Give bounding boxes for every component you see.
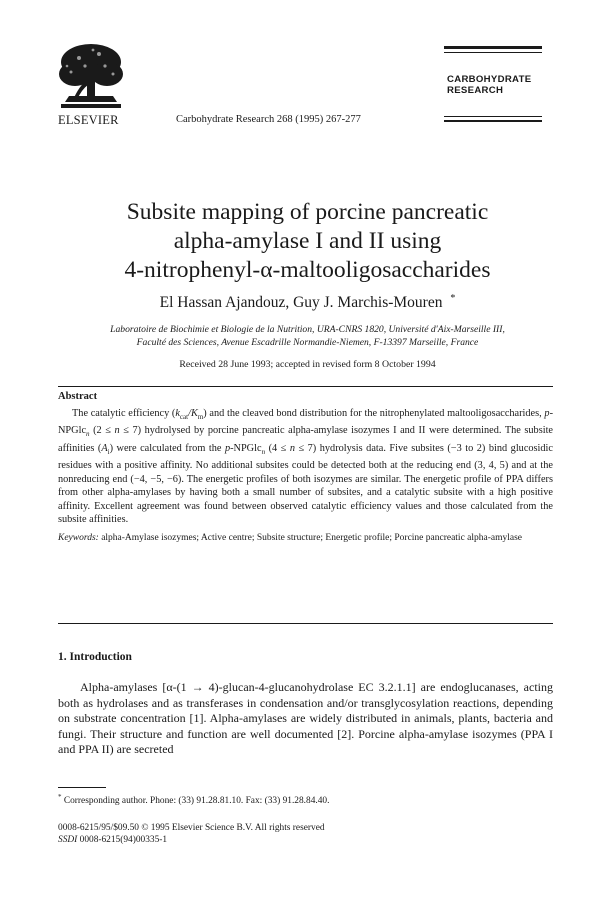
- article-title: Subsite mapping of porcine pancreatic alpha-amylase I and II using 4-nitrophenyl-α-maltooligosaccharides: [124, 199, 491, 283]
- introduction-text: Alpha-amylases [α-(1 → 4)-glucan-4-glucanohydrolase EC 3.2.1.1] are endoglucanases, acting both as hydrolases and as transferases in condensation and/or transglycosylation reactions, depending on substrate concentration [1]. Alpha-amylases are widely distributed in animals, plants, bacteria and fungi. Their structure and function are well documented [2]. Porcine alpha-amylase isozymes (PPA I and PPA II) are secreted: [58, 680, 553, 757]
- section-heading-introduction: 1. Introduction: [58, 651, 132, 663]
- ssdi-line: SSDI 0008-6215(94)00335-1: [58, 835, 168, 845]
- publisher-name: ELSEVIER: [58, 113, 119, 127]
- article-authors: El Hassan Ajandouz, Guy J. Marchis-Mouren *: [159, 293, 456, 312]
- abstract-bottom-rule: [58, 623, 553, 624]
- author-affiliation: Laboratoire de Biochimie et Biologie de la Nutrition, URA-CNRS 1820, Université d'Aix-Marseille III, Faculté des Sciences, Avenue Escadrille Normandie-Niemen, F-13397 Marseille, France: [110, 324, 505, 348]
- footnote-rule: [58, 787, 106, 788]
- journal-bottom-rule-thin: [444, 116, 542, 117]
- corresponding-author-footnote: * Corresponding author. Phone: (33) 91.28.81.10. Fax: (33) 91.28.84.40.: [58, 793, 330, 807]
- copyright-notice: 0008-6215/95/$09.50 © 1995 Elsevier Science B.V. All rights reserved SSDI 0008-6215(94)00335-1: [58, 823, 325, 845]
- journal-top-rule-thin: [444, 52, 542, 53]
- abstract-text: The catalytic efficiency $(k_{cat}/K_m)$ and the cleaved bond distribution for the nitrophenylated maltooligosaccharides, p-NPGlc$_n$ (2 ≤ n ≤ 7) hydrolysed by porcine pancreatic alpha-amylase isozymes I and II were determined. The subsite affinities $(A_i)$ were calculated from the p-NPGlc$_n$ (4 ≤ n ≤ 7) hydrolysis data. Five subsites (−3 to 2) bind glucosidic residues with a positive affinity. No additional subsites could be detected both at the reducing end (3, 4, 5) and at the nonreducing end (−4, −5, −6). The energetic profiles of both isozymes are similar. The energetic profile of PPA differs from other alpha-amylases by having both a small number of subsites, and a catalytic subsite with a high positive affinity. Excellent agreement was found between observed catalytic efficiency values and those calculated from the subsite affinities.: [58, 408, 554, 525]
- keywords: Keywords: alpha-Amylase isozymes; Active centre; Subsite structure; Energetic profile; Porcine pancreatic alpha-amylase: [58, 533, 523, 543]
- journal-bottom-rule-thick: [444, 120, 542, 122]
- received-dates: Received 28 June 1993; accepted in revised form 8 October 1994: [179, 359, 436, 370]
- keywords-label: Keywords:: [58, 533, 99, 543]
- journal-name: CARBOHYDRATE RESEARCH: [447, 74, 532, 96]
- abstract-heading: Abstract: [58, 391, 98, 402]
- journal-reference: Carbohydrate Research 268 (1995) 267-277: [176, 114, 361, 125]
- abstract-top-rule: [58, 386, 553, 387]
- elsevier-tree-logo: [55, 40, 127, 112]
- author-footnote-mark: *: [450, 293, 456, 304]
- journal-top-rule-thick: [444, 46, 542, 49]
